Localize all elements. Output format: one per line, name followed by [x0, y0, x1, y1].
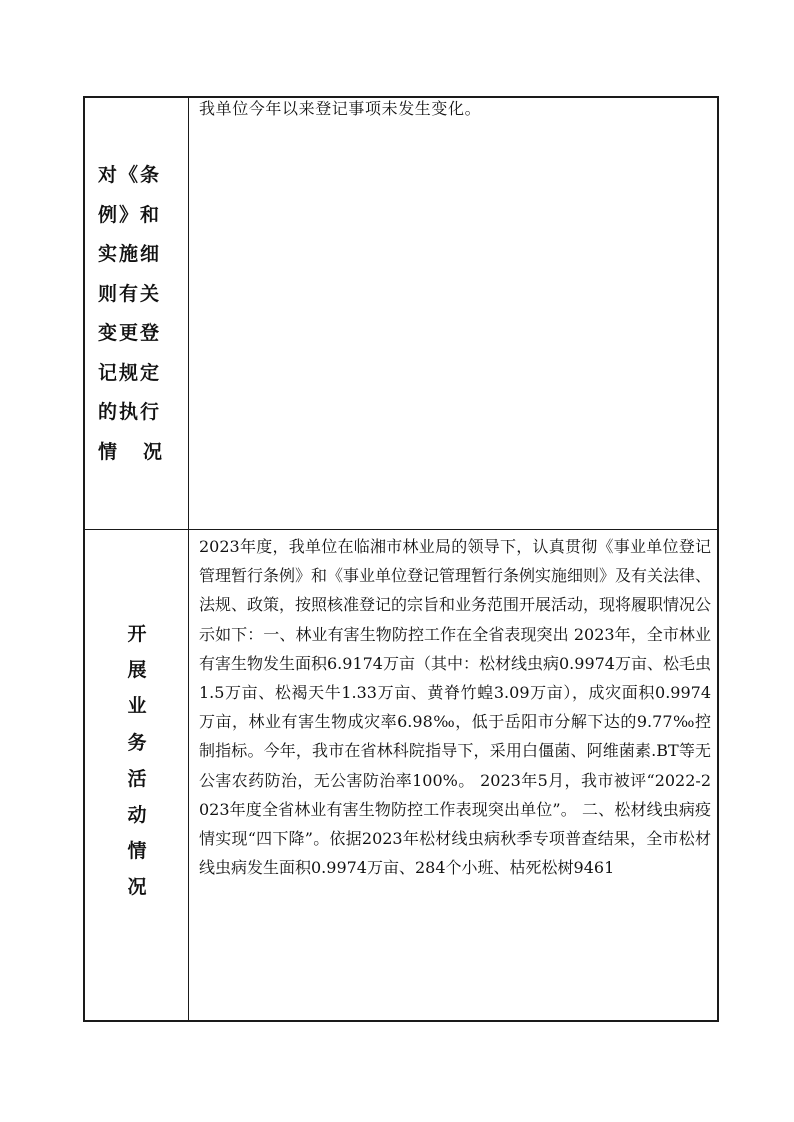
label-char: 况	[127, 876, 147, 899]
business-activities-text: 2023年度，我单位在临湘市林业局的领导下，认真贯彻《事业单位登记管理暂行条例》和《事业单位登记管理暂行条例实施细则》及有关法律、法规、政策，按照核准登记的宗旨和业务范围开展活动，现将履职情况公示如下：一、林业有害生物防控工作在全省表现突出 2023年，全市林业有害生物发生面积6.9174万亩（其中：松材线虫病0.9974万亩、松毛虫1.5万亩、松褐天牛1.33万亩、黄脊竹蝗3.09万亩），成灾面积0.9974万亩，林业有害生物成灾率6.98‰，低于岳阳市分解下达的9.77‰控制指标。今年，我市在省林科院指导下，采用白僵菌、阿维菌素.BT等无公害农药防治，无公害防治率100%。 2023年5月，我市被评“2022-2023年度全省林业有害生物防控工作表现突出单位”。 二、松材线虫病疫情实现“四下降”。依据2023年松材线虫病秋季专项普查结果，全市松材线虫病发生面积0.9974万亩、284个小班、枯死松树9461	[199, 537, 712, 878]
label-char: 动	[127, 804, 147, 827]
label-line-last: 情况	[98, 440, 189, 463]
label-char: 开	[127, 623, 147, 645]
label-line: 记规定	[98, 361, 162, 384]
row-label-cell	[85, 98, 189, 529]
row-content-cell	[189, 98, 717, 529]
label-char: 务	[127, 731, 147, 754]
table-row-business-activities	[85, 530, 717, 1020]
registration-report-table	[83, 96, 719, 1022]
label-line: 的执行	[98, 401, 162, 423]
row-content-cell	[189, 530, 717, 1020]
row-label-business-activities	[85, 616, 189, 906]
table-row-registration-changes	[85, 98, 717, 530]
label-char: 业	[127, 695, 147, 718]
label-line: 实施细	[98, 243, 162, 265]
label-line: 则有关	[98, 282, 162, 305]
label-line: 例》和	[98, 203, 162, 226]
registration-changes-text: 我单位今年以来登记事项未发生变化。	[199, 99, 482, 118]
label-char: 活	[127, 767, 147, 790]
label-char: 情	[127, 840, 147, 863]
label-line: 变更登	[98, 322, 162, 344]
label-line: 对《条	[98, 164, 162, 186]
row-label-registration-changes	[98, 156, 189, 472]
row-label-cell	[85, 530, 189, 1020]
label-char: 展	[127, 659, 147, 682]
